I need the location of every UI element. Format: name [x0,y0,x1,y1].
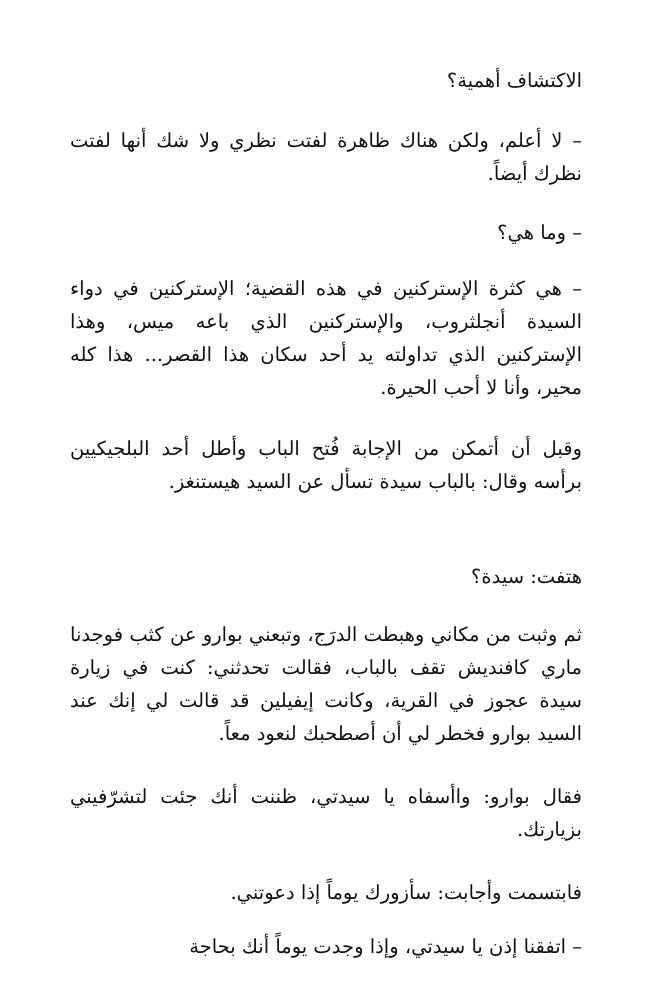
paragraph-6: هتفت: سيدة؟ [471,565,582,588]
paragraph-8: فقال بوارو: واأسفاه يا سيدتي، ظننت أنك جئت لتشرّفيني بزيارتك. [70,785,582,841]
paragraph-3: – وما هي؟ [497,221,582,244]
paragraph-4: – هي كثرة الإستركنين في هذه القضية؛ الإستركنين في دواء السيدة أنجلثروب، والإستركنين الذي باعه ميس، وهذا الإستركنين الذي تداولته يد أحد سكان هذا القصر... هذا كله محير، وأنا لا أحب الحيرة. [70,277,582,399]
paragraph-7: ثم وثبت من مكاني وهبطت الدرَج، وتبعني بوارو عن كثب فوجدنا ماري كافنديش تقف بالباب، فقالت تحدثني: كنت في زيارة سيدة عجوز في القرية، وكانت إيفيلين قد قالت لي إنك عند السيد بوارو فخطر لي أن أصطحبك لنعود معاً. [70,623,582,745]
paragraph-1: الاكتشاف أهمية؟ [446,69,582,92]
paragraph-2: – لا أعلم، ولكن هناك ظاهرة لفتت نظري ولا شك أنها لفتت نظرك أيضاً. [70,129,582,185]
paragraph-9: فابتسمت وأجابت: سأزورك يوماً إذا دعوتني. [230,881,582,904]
paragraph-5: وقبل أن أتمكن من الإجابة فُتح الباب وأطل أحد البلجيكيين برأسه وقال: بالباب سيدة تسأل عن السيد هيستنغز. [70,437,582,493]
paragraph-10: – اتفقنا إذن يا سيدتي، وإذا وجدت يوماً أنك بحاجة [189,935,582,958]
